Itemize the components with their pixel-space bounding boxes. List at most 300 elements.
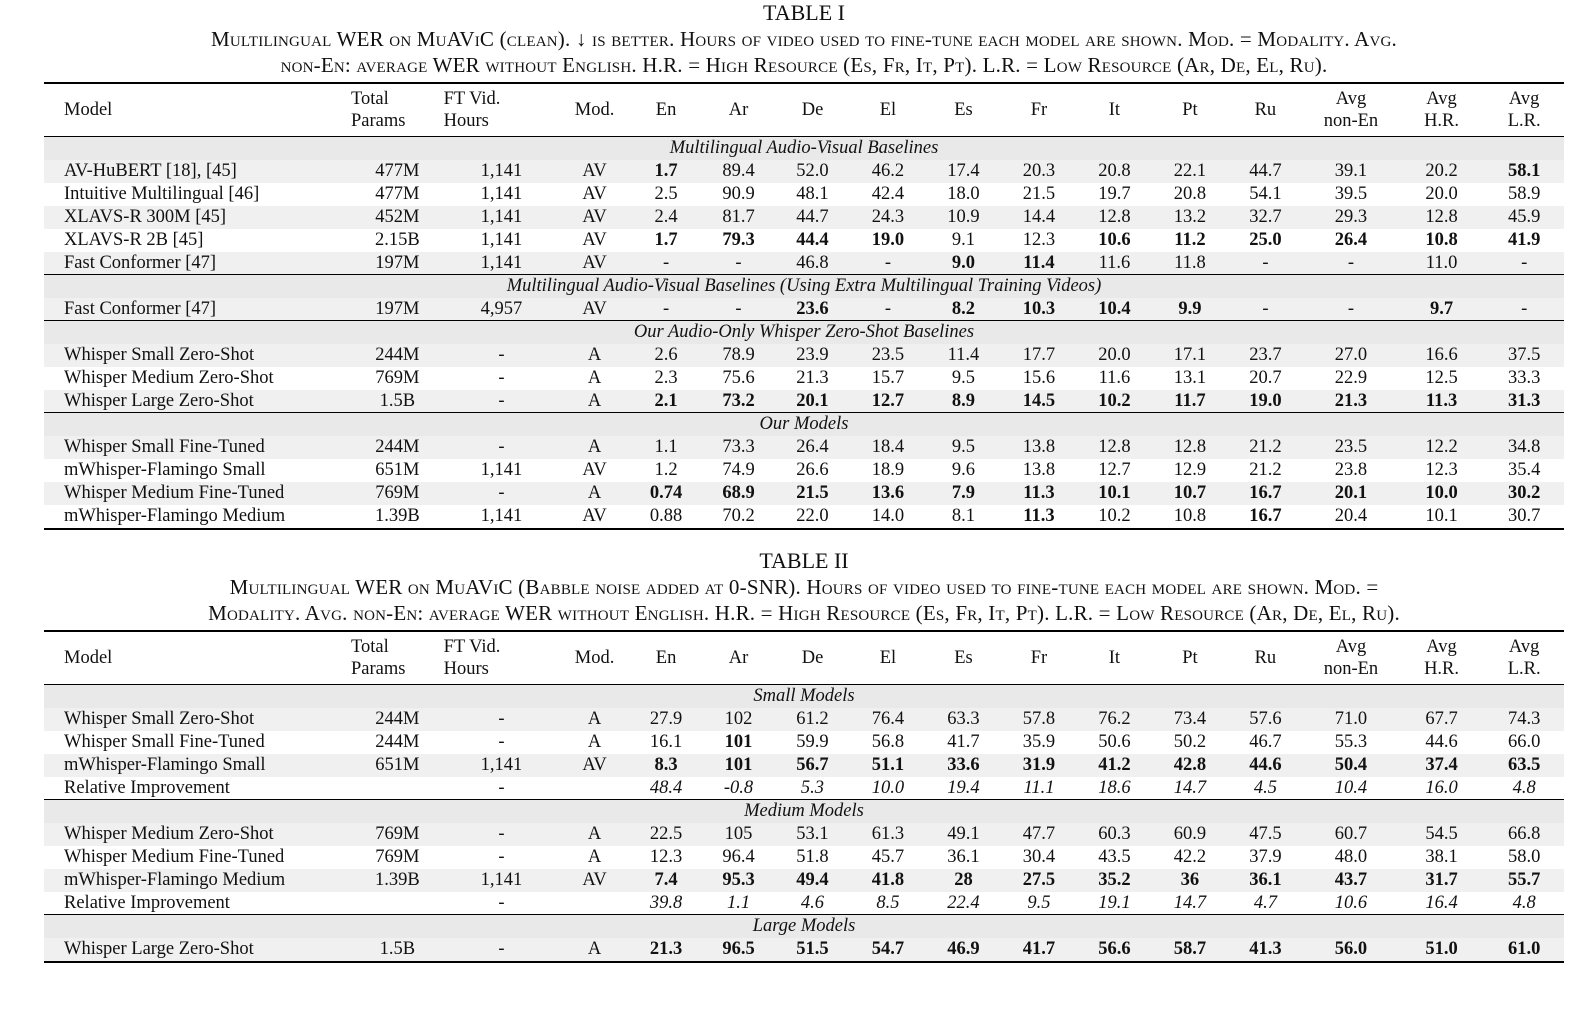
table-cell: 244M	[351, 436, 444, 459]
table-cell: 19.0	[1228, 390, 1303, 413]
table-cell: 20.7	[1249, 368, 1282, 388]
caption-line: Multilingual WER on MuAViC (clean). ↓ is better. Hours of video used to fine-tune each model are shown. Mod. = Modality. Avg.	[211, 27, 1397, 51]
table-cell: 10.4	[1077, 298, 1152, 321]
table-cell: 8.1	[951, 506, 976, 526]
table-row	[44, 505, 1564, 528]
model-name-cell: Whisper Medium Zero-Shot	[64, 368, 274, 388]
table-cell: 31.9	[1001, 754, 1076, 777]
table-cell: 39.5	[1334, 184, 1368, 204]
table-cell: 41.8	[850, 869, 925, 892]
column-header: It	[1108, 648, 1121, 668]
table-cell: 20.2	[1399, 160, 1485, 183]
table-cell: 21.3	[796, 368, 829, 388]
table-cell: 22.5	[630, 823, 702, 846]
table-cell: 25.0	[1249, 230, 1282, 250]
table-cell: 17.7	[1001, 344, 1076, 367]
section-header-row	[44, 800, 1564, 823]
table-cell: 41.7	[947, 732, 980, 752]
table-cell: 8.5	[876, 892, 900, 913]
table-cell: 1.5B	[351, 938, 444, 961]
table-cell: 79.3	[722, 230, 755, 250]
table-cell: 89.4	[702, 160, 774, 183]
table-cell: 11.7	[1152, 390, 1227, 413]
table-cell: 54.7	[850, 938, 925, 961]
table-cell: 11.6	[1077, 252, 1152, 275]
table-cell: 21.5	[1022, 184, 1056, 204]
section-header-row	[44, 275, 1564, 298]
table-cell: 12.2	[1399, 436, 1485, 459]
relative-improvement-row	[44, 777, 1564, 800]
table-row	[44, 390, 1564, 413]
table-cell: 10.7	[1152, 482, 1227, 505]
table-row	[44, 708, 1564, 731]
table-cell: 41.2	[1077, 754, 1152, 777]
column-header: Ar	[728, 648, 749, 668]
model-name-cell: Whisper Small Fine-Tuned	[44, 436, 351, 459]
table-cell: -	[498, 732, 505, 752]
table-cell: 9.5	[951, 368, 976, 388]
table-cell: A	[559, 436, 629, 459]
table-cell: 10.6	[1098, 230, 1131, 250]
table-cell: 35.9	[1022, 732, 1056, 752]
caption-line: Modality. Avg. non-En: average WER without English. H.R. = High Resource (Es, Fr, It, Pt). L.R. = Low Resource (Ar, De, El, Ru).	[208, 601, 1400, 625]
table-cell: 37.9	[1249, 847, 1282, 867]
table-cell: 18.4	[850, 436, 925, 459]
table-cell: 33.3	[1507, 368, 1541, 388]
column-header: Fr	[1030, 648, 1048, 668]
table-cell: 21.2	[1228, 436, 1303, 459]
wer-table-clean	[44, 84, 1564, 528]
section-header-row	[44, 413, 1564, 436]
table-cell: 96.5	[702, 938, 774, 961]
table-cell: 47.5	[1228, 823, 1303, 846]
table-cell: 37.4	[1399, 754, 1485, 777]
table-cell: 11.4	[926, 344, 1001, 367]
table-cell: 15.6	[1022, 368, 1056, 388]
table-cell: 9.5	[1027, 892, 1051, 913]
column-header: It	[1108, 100, 1121, 120]
table-cell: AV	[582, 230, 607, 250]
column-header: Fr	[1030, 100, 1048, 120]
table-cell: 29.3	[1303, 206, 1399, 229]
table-cell: 34.8	[1484, 436, 1564, 459]
table-cell: -	[498, 847, 505, 867]
table-cell: AV	[559, 298, 629, 321]
table-cell: 477M	[375, 184, 420, 204]
table-cell: 56.7	[775, 754, 850, 777]
model-name-cell: Fast Conformer [47]	[44, 298, 351, 321]
table-cell: 41.7	[1001, 938, 1076, 961]
table-cell: 1,141	[480, 460, 523, 480]
section-header-row	[44, 137, 1564, 160]
table-cell: 11.1	[1023, 777, 1055, 798]
table-cell: -	[1484, 252, 1564, 275]
table-row	[44, 298, 1564, 321]
table-cell: 9.6	[951, 460, 976, 480]
table-cell: 35.4	[1507, 460, 1541, 480]
table-cell: 74.3	[1484, 708, 1564, 731]
table-cell: 56.0	[1303, 938, 1399, 961]
table-cell: 20.1	[775, 390, 850, 413]
table-cell: 56.8	[871, 732, 905, 752]
table-cell: 20.8	[1173, 184, 1207, 204]
table-cell: -	[1303, 252, 1399, 275]
table-cell: 81.7	[702, 206, 774, 229]
model-name-cell: XLAVS-R 2B [45]	[64, 230, 204, 250]
model-name-cell: mWhisper-Flamingo Medium	[64, 506, 286, 526]
model-name-cell: mWhisper-Flamingo Small	[64, 460, 266, 480]
column-header: Es	[954, 100, 973, 120]
table-cell: AV	[559, 160, 629, 183]
table-cell: 51.5	[775, 938, 850, 961]
table-body	[44, 630, 1564, 963]
table-cell: 57.6	[1228, 708, 1303, 731]
table-cell: 44.7	[1228, 160, 1303, 183]
table-cell: -	[702, 252, 774, 275]
table-cell: 10.2	[1098, 506, 1131, 526]
table-cell: 52.0	[775, 160, 850, 183]
table-cell: 651M	[375, 460, 420, 480]
table-cell: 22.4	[947, 892, 980, 913]
column-header: Mod.	[574, 648, 615, 668]
table-cell: 67.7	[1399, 708, 1485, 731]
table-cell: 22.9	[1334, 368, 1368, 388]
table-cell: 70.2	[722, 506, 755, 526]
column-header: Pt	[1182, 648, 1198, 668]
column-header: En	[655, 100, 677, 120]
table-cell: 30.2	[1484, 482, 1564, 505]
table-cell: 60.9	[1152, 823, 1227, 846]
table-cell: 17.4	[926, 160, 1001, 183]
table-caption	[44, 26, 1564, 78]
table-cell: 21.3	[1303, 390, 1399, 413]
model-name-cell: Whisper Large Zero-Shot	[44, 938, 351, 961]
table-cell: 12.7	[1098, 460, 1131, 480]
table-cell: 23.7	[1228, 344, 1303, 367]
table-cell: 2.1	[630, 390, 702, 413]
table-cell: 11.8	[1152, 252, 1227, 275]
table-cell: 101	[724, 732, 753, 752]
table-cell: 101	[702, 754, 774, 777]
table-cell: 105	[702, 823, 774, 846]
table-row	[44, 754, 1564, 777]
section-title: Large Models	[44, 915, 1564, 938]
table-cell: 9.1	[951, 230, 976, 250]
table-cell: -	[444, 344, 560, 367]
column-header: Total Params	[351, 637, 406, 679]
table-cell: A	[559, 344, 629, 367]
table-cell: 197M	[351, 252, 444, 275]
table-cell: 71.0	[1303, 708, 1399, 731]
table-cell: 10.1	[1077, 482, 1152, 505]
model-name-cell: Whisper Large Zero-Shot	[44, 390, 351, 413]
table-cell: -	[444, 823, 560, 846]
table-cell: 7.9	[926, 482, 1001, 505]
table-cell: 1.2	[654, 460, 678, 480]
table-cell: 10.4	[1334, 777, 1368, 798]
table-cell: 10.8	[1173, 506, 1207, 526]
section-header-row	[44, 685, 1564, 708]
table-cell: 63.3	[926, 708, 1001, 731]
model-name-cell: Whisper Medium Zero-Shot	[44, 823, 351, 846]
table-cell: 31.3	[1484, 390, 1564, 413]
model-name-cell: Whisper Medium Fine-Tuned	[44, 482, 351, 505]
column-header: Total Params	[351, 89, 406, 131]
table-cell: AV	[559, 206, 629, 229]
section-header-row	[44, 915, 1564, 938]
table-cell: 63.5	[1484, 754, 1564, 777]
table-cell: 4.8	[1512, 777, 1536, 798]
table-cell: 19.7	[1098, 184, 1131, 204]
table-cell: 49.1	[926, 823, 1001, 846]
section-title: Multilingual Audio-Visual Baselines	[44, 137, 1564, 160]
table-cell: 48.0	[1334, 847, 1368, 867]
table-cell: 53.1	[775, 823, 850, 846]
model-name-cell: Fast Conformer [47]	[44, 252, 351, 275]
table-cell: 4.6	[800, 892, 825, 913]
table-cell: 10.9	[926, 206, 1001, 229]
table-cell: AV	[582, 460, 607, 480]
table-cell: 73.2	[702, 390, 774, 413]
caption-line: Multilingual WER on MuAViC (Babble noise added at 0-SNR). Hours of video used to fine-tune each model are shown. Mod. =	[229, 575, 1379, 599]
table-cell: 24.3	[850, 206, 925, 229]
table-cell: 17.1	[1152, 344, 1227, 367]
table-cell: 244M	[351, 344, 444, 367]
table-cell	[351, 892, 444, 915]
table-cell: 60.7	[1303, 823, 1399, 846]
table-cell: 23.8	[1334, 460, 1368, 480]
table-cell: 45.7	[871, 847, 905, 867]
table-cell: 51.1	[850, 754, 925, 777]
table-cell: 18.6	[1098, 777, 1131, 798]
table-cell: -	[702, 298, 774, 321]
table-cell: 8.9	[926, 390, 1001, 413]
table-cell: 74.9	[722, 460, 755, 480]
table-cell: 60.3	[1077, 823, 1152, 846]
table-cell: 477M	[351, 160, 444, 183]
table-cell: 8.3	[630, 754, 702, 777]
table-cell: 11.0	[1399, 252, 1485, 275]
table-row	[44, 160, 1564, 183]
table-cell: 20.4	[1334, 506, 1368, 526]
table-cell: 5.3	[800, 777, 825, 798]
table-cell: 73.3	[702, 436, 774, 459]
column-header: Avg non-En	[1323, 89, 1379, 131]
table-cell: 1.39B	[351, 869, 444, 892]
column-header: Ar	[728, 100, 749, 120]
table-cell: 58.7	[1152, 938, 1227, 961]
column-header: En	[655, 648, 677, 668]
table-cell: -	[1228, 252, 1303, 275]
table-cell: -	[444, 436, 560, 459]
table-cell: 4.8	[1512, 892, 1536, 913]
table-cell: 1,141	[480, 230, 523, 250]
table-cell: 10.6	[1334, 892, 1368, 913]
table-cell: 46.7	[1249, 732, 1282, 752]
model-name-cell: mWhisper-Flamingo Medium	[44, 869, 351, 892]
table-cell: -	[444, 938, 560, 961]
table-cell: 44.6	[1425, 732, 1458, 752]
table-cell: 1.7	[654, 230, 678, 250]
table-cell: 9.7	[1399, 298, 1485, 321]
column-header: Mod.	[574, 100, 615, 120]
table-row	[44, 938, 1564, 961]
table-cell: 61.2	[775, 708, 850, 731]
column-header: Model	[64, 100, 113, 120]
table-row	[44, 482, 1564, 505]
table-cell: 12.7	[850, 390, 925, 413]
table-row	[44, 869, 1564, 892]
table-cell: 1.1	[726, 892, 751, 913]
table-cell: AV	[582, 184, 607, 204]
table-cell: 48.1	[796, 184, 829, 204]
table-cell: A	[559, 938, 629, 961]
table-cell: 42.8	[1152, 754, 1227, 777]
table-cell: 35.2	[1077, 869, 1152, 892]
table-row	[44, 206, 1564, 229]
table-cell: 1,141	[480, 506, 523, 526]
model-name-cell: Whisper Small Fine-Tuned	[64, 732, 265, 752]
model-name-cell: Relative Improvement	[64, 777, 230, 798]
table-cell: 12.9	[1173, 460, 1207, 480]
table-cell: 54.5	[1399, 823, 1485, 846]
column-header: El	[879, 100, 897, 120]
table-cell: 66.8	[1484, 823, 1564, 846]
table-cell: 32.7	[1228, 206, 1303, 229]
table-cell: 769M	[375, 368, 420, 388]
column-header: Ru	[1254, 100, 1277, 120]
table-cell: 10.0	[1399, 482, 1485, 505]
table-cell: 56.6	[1077, 938, 1152, 961]
table-body	[44, 82, 1564, 530]
table-cell: AV	[582, 506, 607, 526]
table-cell: 95.3	[702, 869, 774, 892]
table-cell: 55.7	[1484, 869, 1564, 892]
table-cell: 42.2	[1173, 847, 1207, 867]
table-cell: A	[587, 368, 602, 388]
table-row	[44, 344, 1564, 367]
column-header: Avg non-En	[1323, 637, 1379, 679]
column-header: FT Vid. Hours	[443, 89, 501, 131]
table-cell: 12.3	[1022, 230, 1056, 250]
table-cell: -	[444, 482, 560, 505]
table-cell: 36.1	[947, 847, 980, 867]
table-cell: 50.4	[1303, 754, 1399, 777]
table-cell: -0.8	[723, 777, 754, 798]
table-cell: -	[850, 298, 925, 321]
table-cell: 47.7	[1001, 823, 1076, 846]
table-cell: AV	[559, 869, 629, 892]
table-cell: 14.7	[1173, 777, 1207, 798]
table-cell: 1,141	[444, 252, 560, 275]
table-cell: -	[1228, 298, 1303, 321]
column-header: FT Vid. Hours	[443, 637, 501, 679]
table-cell: 11.2	[1174, 230, 1206, 250]
table-cell: 13.8	[1022, 460, 1056, 480]
relative-improvement-row	[44, 892, 1564, 915]
table-cell: 51.0	[1399, 938, 1485, 961]
column-header: Model	[64, 648, 113, 668]
table-row	[44, 229, 1564, 252]
table-cell: 197M	[351, 298, 444, 321]
table-cell: 18.9	[871, 460, 905, 480]
table-cell: 44.7	[775, 206, 850, 229]
table-cell: 1,141	[480, 184, 523, 204]
table-cell: 10.8	[1425, 230, 1458, 250]
table-cell: 49.4	[775, 869, 850, 892]
column-header: Ru	[1254, 648, 1277, 668]
table-cell: 46.9	[926, 938, 1001, 961]
table-cell: 244M	[375, 732, 420, 752]
column-header: De	[801, 648, 824, 668]
table-row	[44, 252, 1564, 275]
table-2	[44, 548, 1564, 963]
table-cell: 66.0	[1507, 732, 1541, 752]
table-cell: 75.6	[722, 368, 755, 388]
table-cell: -	[1484, 298, 1564, 321]
table-cell: 19.4	[947, 777, 980, 798]
table-cell: 51.8	[796, 847, 829, 867]
table-cell: 8.2	[926, 298, 1001, 321]
table-number: TABLE II	[759, 548, 849, 573]
table-cell: 37.5	[1484, 344, 1564, 367]
table-cell: 7.4	[630, 869, 702, 892]
table-cell: 61.0	[1484, 938, 1564, 961]
table-cell: 58.0	[1507, 847, 1541, 867]
model-name-cell: Relative Improvement	[64, 892, 230, 913]
table-cell: 9.0	[926, 252, 1001, 275]
table-cell: 76.4	[850, 708, 925, 731]
table-cell: 58.9	[1507, 184, 1541, 204]
table-cell: 42.4	[871, 184, 905, 204]
table-cell: 12.8	[1077, 436, 1152, 459]
table-cell: 45.9	[1484, 206, 1564, 229]
column-header: Es	[954, 648, 973, 668]
table-cell: 1,141	[444, 206, 560, 229]
table-cell: 48.4	[649, 777, 683, 798]
table-cell: 12.5	[1425, 368, 1458, 388]
caption-line: non-En: average WER without English. H.R. = High Resource (Es, Fr, It, Pt). L.R. = Low Resource (Ar, De, El, Ru).	[280, 53, 1328, 77]
table-cell: 14.0	[871, 506, 905, 526]
table-cell: 46.2	[850, 160, 925, 183]
table-cell: 10.1	[1425, 506, 1458, 526]
table-cell: 769M	[375, 847, 420, 867]
table-cell: 22.0	[796, 506, 829, 526]
table-cell: 18.0	[947, 184, 980, 204]
table-cell: 96.4	[722, 847, 755, 867]
table-cell: 38.1	[1425, 847, 1458, 867]
table-cell: 14.7	[1173, 892, 1207, 913]
table-cell: 19.1	[1098, 892, 1131, 913]
table-cell: A	[559, 708, 629, 731]
table-cell: 2.5	[654, 184, 678, 204]
table-cell: 12.8	[1152, 436, 1227, 459]
table-cell	[559, 777, 629, 800]
table-cell: 16.0	[1425, 777, 1458, 798]
table-cell: -	[1303, 298, 1399, 321]
table-cell: 13.2	[1152, 206, 1227, 229]
table-cell: A	[559, 823, 629, 846]
table-cell: AV	[559, 754, 629, 777]
table-cell: 4.7	[1253, 892, 1277, 913]
table-cell: 13.8	[1001, 436, 1076, 459]
column-header: Avg H.R.	[1424, 637, 1460, 679]
table-cell: AV	[559, 252, 629, 275]
section-header-row	[44, 321, 1564, 344]
table-number: TABLE I	[763, 0, 845, 25]
table-cell: 11.3	[1001, 482, 1076, 505]
table-row	[44, 183, 1564, 206]
